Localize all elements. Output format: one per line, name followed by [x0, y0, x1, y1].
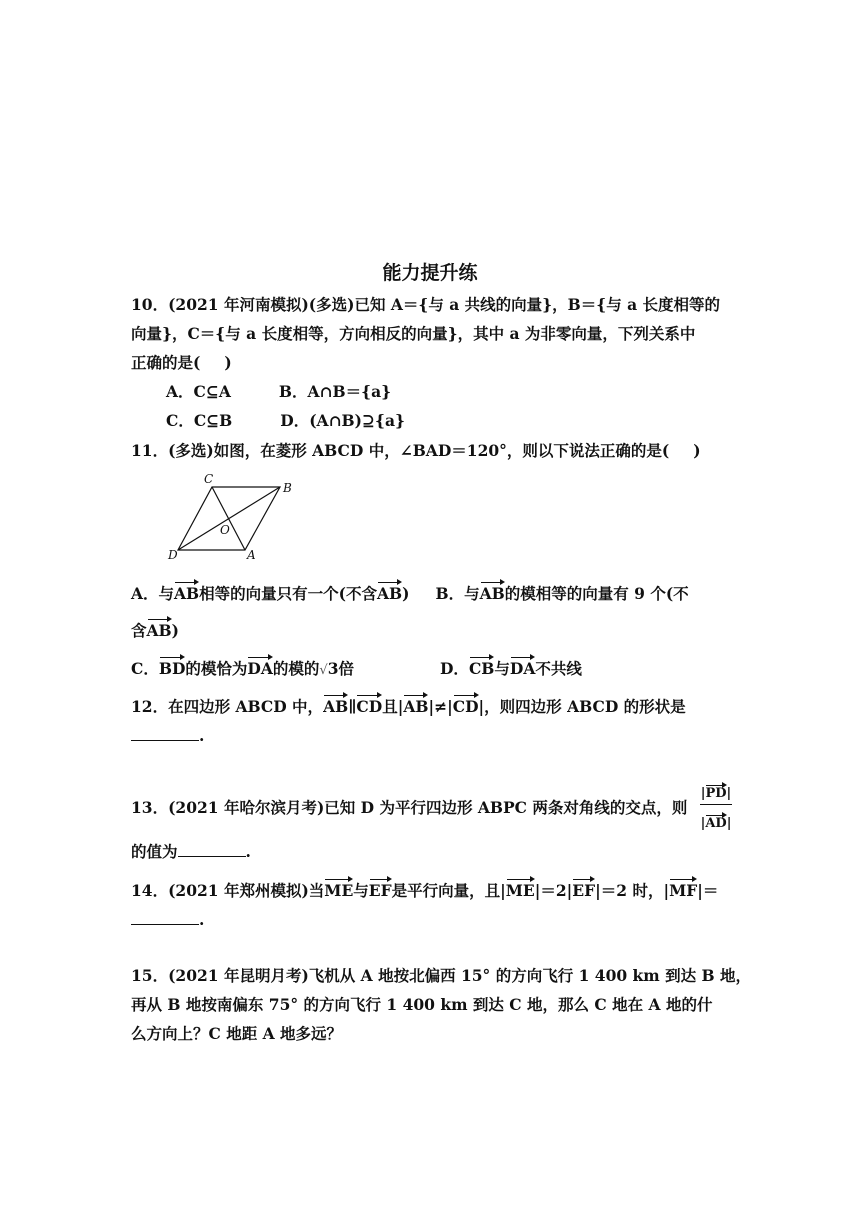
q12-mid: 且|	[382, 697, 404, 716]
q11-stem-text: 11．(多选)如图，在菱形 ABCD 中，∠BAD＝120°，则以下说法正确的是(	[131, 441, 670, 460]
q14-pre: 14．(2021 年郑州模拟)当	[131, 881, 325, 900]
q10-option-c: C．C⊆B	[166, 411, 233, 430]
vector-ab: AB	[403, 693, 428, 718]
q10-line3	[131, 352, 731, 374]
vector-ef: EF	[572, 877, 595, 902]
q11-stem-close: )	[693, 441, 701, 460]
q10-line2: 向量}，C＝{与 a 长度相等，方向相反的向量}，其中 a 为非零向量，下列关系中	[131, 324, 696, 343]
vector-cb: CB	[469, 655, 494, 680]
vector-mf: MF	[669, 877, 697, 902]
q14-answer-line	[131, 909, 731, 931]
vector-me: ME	[324, 877, 353, 902]
fraction-numerator: |PD|	[700, 783, 732, 805]
q11-option-d-mid: 与	[494, 659, 510, 678]
diagonal-ca	[212, 487, 245, 550]
sqrt-symbol: √	[319, 663, 328, 678]
q11-option-a-pre: A．与	[131, 584, 175, 603]
q14-mid1: 与	[353, 881, 369, 900]
label-a: A	[247, 548, 256, 562]
q11-option-b-line2-pre: 含	[131, 621, 147, 640]
vector-ab: AB	[174, 580, 199, 605]
vector-da: DA	[510, 655, 535, 680]
q13-line2	[131, 841, 731, 863]
q14-mid3: |＝2|	[534, 881, 573, 900]
q11-option-c-mid: 的模恰为	[185, 659, 248, 678]
q11-option-c-pre: C．	[131, 659, 159, 678]
q10-line1: 10．(2021 年河南模拟)(多选)已知 A＝{与 a 共线的向量}，B＝{与 a 长度相等的	[131, 295, 721, 314]
q11-option-d-pre: D．	[439, 659, 469, 678]
vector-ab: AB	[480, 580, 505, 605]
q10-options-row2	[166, 410, 766, 432]
vector-cd: CD	[356, 693, 382, 718]
vector-cd: CD	[453, 693, 479, 718]
q13-line1: 13．(2021 年哈尔滨月考)已知 D 为平行四边形 ABPC 两条对角线的交点，则	[131, 798, 688, 817]
q11-option-b-mid: 的模相等的向量有 9 个(不	[504, 584, 689, 603]
vector-bd: BD	[159, 655, 186, 680]
q11-option-c-post: 3倍	[327, 659, 354, 678]
q10-stem-close: )	[224, 353, 232, 372]
vector-pd: PD	[705, 783, 726, 801]
q10-options-row1	[166, 381, 766, 403]
label-c: C	[204, 472, 214, 486]
label-b: B	[283, 481, 292, 495]
q14-post: |＝	[697, 881, 719, 900]
answer-blank	[131, 910, 199, 925]
q13-fraction	[700, 783, 732, 831]
vector-ef: EF	[369, 877, 392, 902]
q11-option-b-cont	[131, 617, 731, 642]
q14-mid4: |＝2 时，|	[595, 881, 670, 900]
q10-option-a: A．C⊆A	[166, 382, 231, 401]
rhombus-figure	[165, 470, 315, 569]
q12-stem	[131, 693, 731, 718]
parallel-symbol: ∥	[348, 697, 357, 716]
q10-option-b: B．A∩B＝{a}	[278, 382, 392, 401]
answer-blank	[131, 726, 199, 741]
q13-line2-post: .	[245, 842, 251, 861]
q12-pre: 12．在四边形 ABCD 中，	[131, 697, 324, 716]
vector-ab: AB	[377, 580, 402, 605]
q11-options-ab	[131, 580, 731, 605]
q11-option-b-pre: B．与	[435, 584, 480, 603]
q15-line3: 么方向上？C 地距 A 地多远？	[131, 1024, 343, 1043]
q11-option-b-line2-post: )	[171, 621, 179, 640]
q13-line2-pre: 的值为	[131, 842, 178, 861]
vector-me: ME	[506, 877, 535, 902]
q15-line1: 15．(2021 年昆明月考)飞机从 A 地按北偏西 15° 的方向飞行 1 400 km 到达 B 地，	[131, 966, 751, 985]
q11-stem	[131, 440, 731, 462]
vector-ad: AD	[705, 813, 726, 831]
q12-answer-line	[131, 725, 731, 747]
q12-post: |，则四边形 ABCD 的形状是	[478, 697, 686, 716]
fraction-denominator: |AD|	[700, 805, 732, 831]
q10-option-d: D．(A∩B)⊇{a}	[280, 411, 405, 430]
rhombus-diagram	[165, 470, 315, 565]
answer-blank	[178, 842, 246, 857]
vector-ab: AB	[147, 617, 172, 642]
q10-stem-end: 正确的是(	[131, 353, 201, 372]
q14-stem	[131, 877, 731, 902]
q11-option-a-post: )	[402, 584, 410, 603]
q14-end: .	[199, 910, 205, 929]
section-title: 能力提升练	[382, 262, 478, 284]
q14-mid2: 是平行向量，且|	[391, 881, 506, 900]
label-d: D	[168, 548, 178, 562]
q11-option-c-mid2: 的模的	[272, 659, 320, 678]
q12-neq: |≠|	[428, 697, 453, 716]
q11-option-d-post: 不共线	[535, 659, 582, 678]
q12-end: .	[199, 726, 205, 745]
q11-options-cd	[131, 655, 731, 682]
q11-option-a-mid: 相等的向量只有一个(不含	[199, 584, 378, 603]
vector-da: DA	[247, 655, 272, 680]
q15-line2: 再从 B 地按南偏东 75° 的方向飞行 1 400 km 到达 C 地，那么 C 地在 A 地的什	[131, 995, 713, 1014]
label-o: O	[220, 523, 230, 537]
vector-ab: AB	[323, 693, 348, 718]
